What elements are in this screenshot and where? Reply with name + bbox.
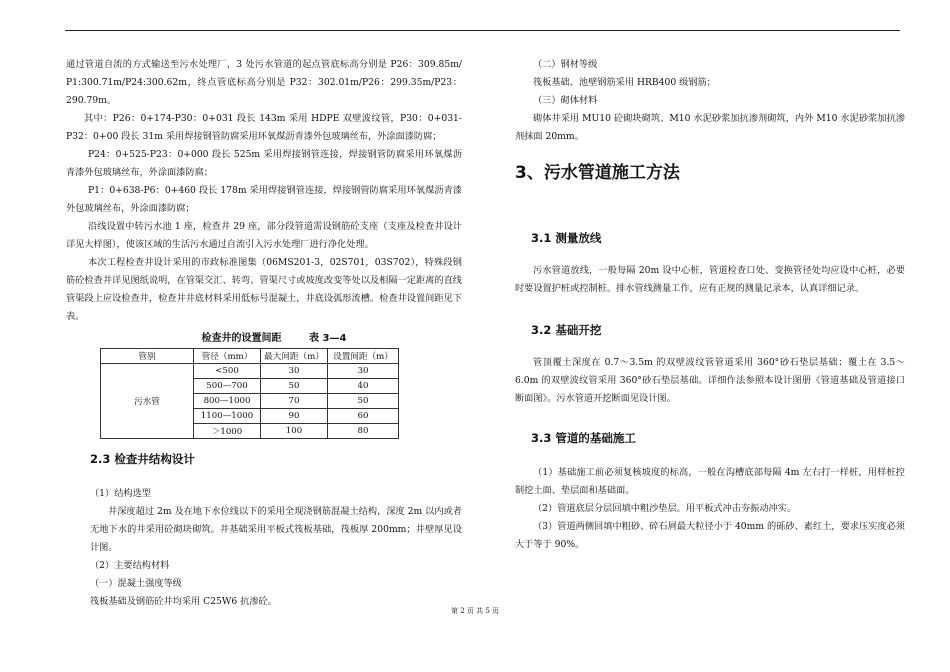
table-cell: 500—700: [194, 379, 261, 394]
section-heading-3-3: 3.3 管道的基础施工: [531, 431, 636, 445]
section-heading-3-2: 3.2 基础开挖: [531, 323, 602, 337]
section-heading-2-3: 2.3 检查井结构设计: [90, 452, 195, 466]
subsection-label: （二）钢材等级: [533, 59, 598, 70]
table-cell: 30: [261, 364, 328, 379]
paragraph: （1）基础施工前必须复核坡度的标高，一般在沟槽底部每隔 4m 左右打一样桩，用样桩控制挖土面、垫层面和基础面。: [515, 467, 905, 496]
table-caption: [66, 332, 462, 346]
paragraph: 筏板基础、池壁钢筋采用 HRB400 级钢筋；: [533, 77, 716, 88]
paragraph: 其中：P26：0+174-P30：0+031 段长 143m 采用 HDPE 双壁波纹管，P30：0+031-P32：0+00 段长 31m 采用焊接钢管防腐采用环氧煤沥青漆外包玻璃丝布，外涂面漆防腐；: [66, 113, 462, 142]
table-cell: 60: [328, 409, 399, 424]
table-number: 表 3—4: [309, 333, 347, 344]
table-cell: ＞1000: [194, 424, 261, 439]
table-header: 设置间距（m）: [328, 349, 399, 364]
table-title: 检查井的设置间距: [201, 333, 282, 344]
table-cell: 800—1000: [194, 394, 261, 409]
table-cell: 90: [261, 409, 328, 424]
paragraph: （2）管道底层分层回填中粗沙垫层。用平板式冲击夯振动冲实。: [533, 503, 797, 514]
paragraph: 管顶覆土深度在 0.7～3.5m 的双壁波纹管管道采用 360°砂石垫层基础；覆土在 3.5～6.0m 的双壁波纹管采用 360°砂石垫层基础。详细作法参照本设计图册《管道基础及管道接口断面图》。污水管道开挖断面见设计图。: [515, 357, 905, 404]
paragraph: 通过管道自流的方式输送至污水处理厂，3 处污水管道的起点管底标高分别是 P26：309.85m/ P1:300.71m/P24:300.62m，终点管底标高分别是 P32：302.01m/P26：299.35m/P23：290.79m。: [66, 59, 462, 106]
table-header: 管径（mm）: [194, 349, 261, 364]
table-cell-group: 污水管: [101, 364, 194, 439]
manhole-spacing-table: [100, 348, 399, 439]
table-cell: 40: [328, 379, 399, 394]
paragraph: P1：0+638-P6：0+460 段长 178m 采用焊接钢管连接，焊接钢管防腐采用环氧煤沥青漆外包玻璃丝布，外涂面漆防腐；: [66, 185, 462, 214]
table-cell: 50: [328, 394, 399, 409]
section-heading-3-1: 3.1 测量放线: [531, 231, 602, 245]
subsection-label: （三）砌体材料: [533, 95, 598, 106]
paragraph: 砌体井采用 MU10 砼砌块砌筑、M10 水泥砂浆加抗渗剂砌筑，内外 M10 水泥砂浆加抗渗剂抹面 20mm。: [515, 113, 905, 142]
right-column: [515, 56, 905, 554]
subsection-label: （2）主要结构材料: [90, 560, 170, 571]
table-header: 管别: [101, 349, 194, 364]
paragraph: 污水管道放线，一般每隔 20m 设中心桩，管道检查口处、变换管径处均应设中心桩，必要时要设置护桩或控制桩。排水管线测量工作，应有正规的测量记录本，认真详细记录。: [515, 265, 905, 294]
subsection-label: （1）结构选型: [90, 488, 151, 499]
table-cell: 50: [261, 379, 328, 394]
section-heading-3: 3、污水管道施工方法: [515, 163, 680, 183]
paragraph: 井深度超过 2m 及在地下水位线以下的采用全现浇钢筋混凝土结构，深度 2m 以内或者无地下水的井采用砼砌块砌筑。井基础采用平板式筏板基础，筏板厚 200mm；井壁厚见设计图。: [90, 506, 462, 553]
left-column: [66, 56, 462, 611]
paragraph: 沿线设置中转污水池 1 座，检查井 29 座，部分段管道需设钢筋砼支座（支座及检查井设计详见大样图），使该区域的生活污水通过自流引入污水处理厂进行净化处理。: [66, 221, 462, 250]
table-cell: 100: [261, 424, 328, 439]
table-header: 最大间距（m）: [261, 349, 328, 364]
paragraph: P24：0+525-P23：0+000 段长 525m 采用焊接钢管连接，焊接钢管防腐采用环氧煤沥青漆外包玻璃丝布，外涂面漆防腐；: [66, 149, 462, 178]
table-cell: <500: [194, 364, 261, 379]
table-cell: 30: [328, 364, 399, 379]
paragraph: （3）管道两侧回填中粗砂、碎石屑最大粒径小于 40mm 的砾砂、素红土，要求压实度必须大于等于 90%。: [515, 521, 905, 550]
page-footer: 第 2 页 共 5 页: [450, 607, 500, 615]
table-cell: 1100—1000: [194, 409, 261, 424]
table-header-row: [101, 349, 399, 364]
header-rule: [65, 30, 900, 31]
subsection-label: （一）混凝土强度等级: [90, 578, 182, 589]
paragraph: 筏板基础及钢筋砼井均采用 C25W6 抗渗砼。: [90, 596, 277, 607]
table-cell: 70: [261, 394, 328, 409]
paragraph: 本次工程检查井设计采用的市政标准图集（06MS201-3，02S701，03S702），特殊段钢筋砼检查井详见图纸说明，在管渠交汇、转弯、管渠尺寸或坡度改变等处以及相隔一定距离的直线管渠段上应设检查井，检查井井底材料采用低标号混凝土，井底设弧形流槽。检查井设置间距见下表。: [66, 257, 462, 322]
table-row: [101, 364, 399, 379]
table-cell: 80: [328, 424, 399, 439]
